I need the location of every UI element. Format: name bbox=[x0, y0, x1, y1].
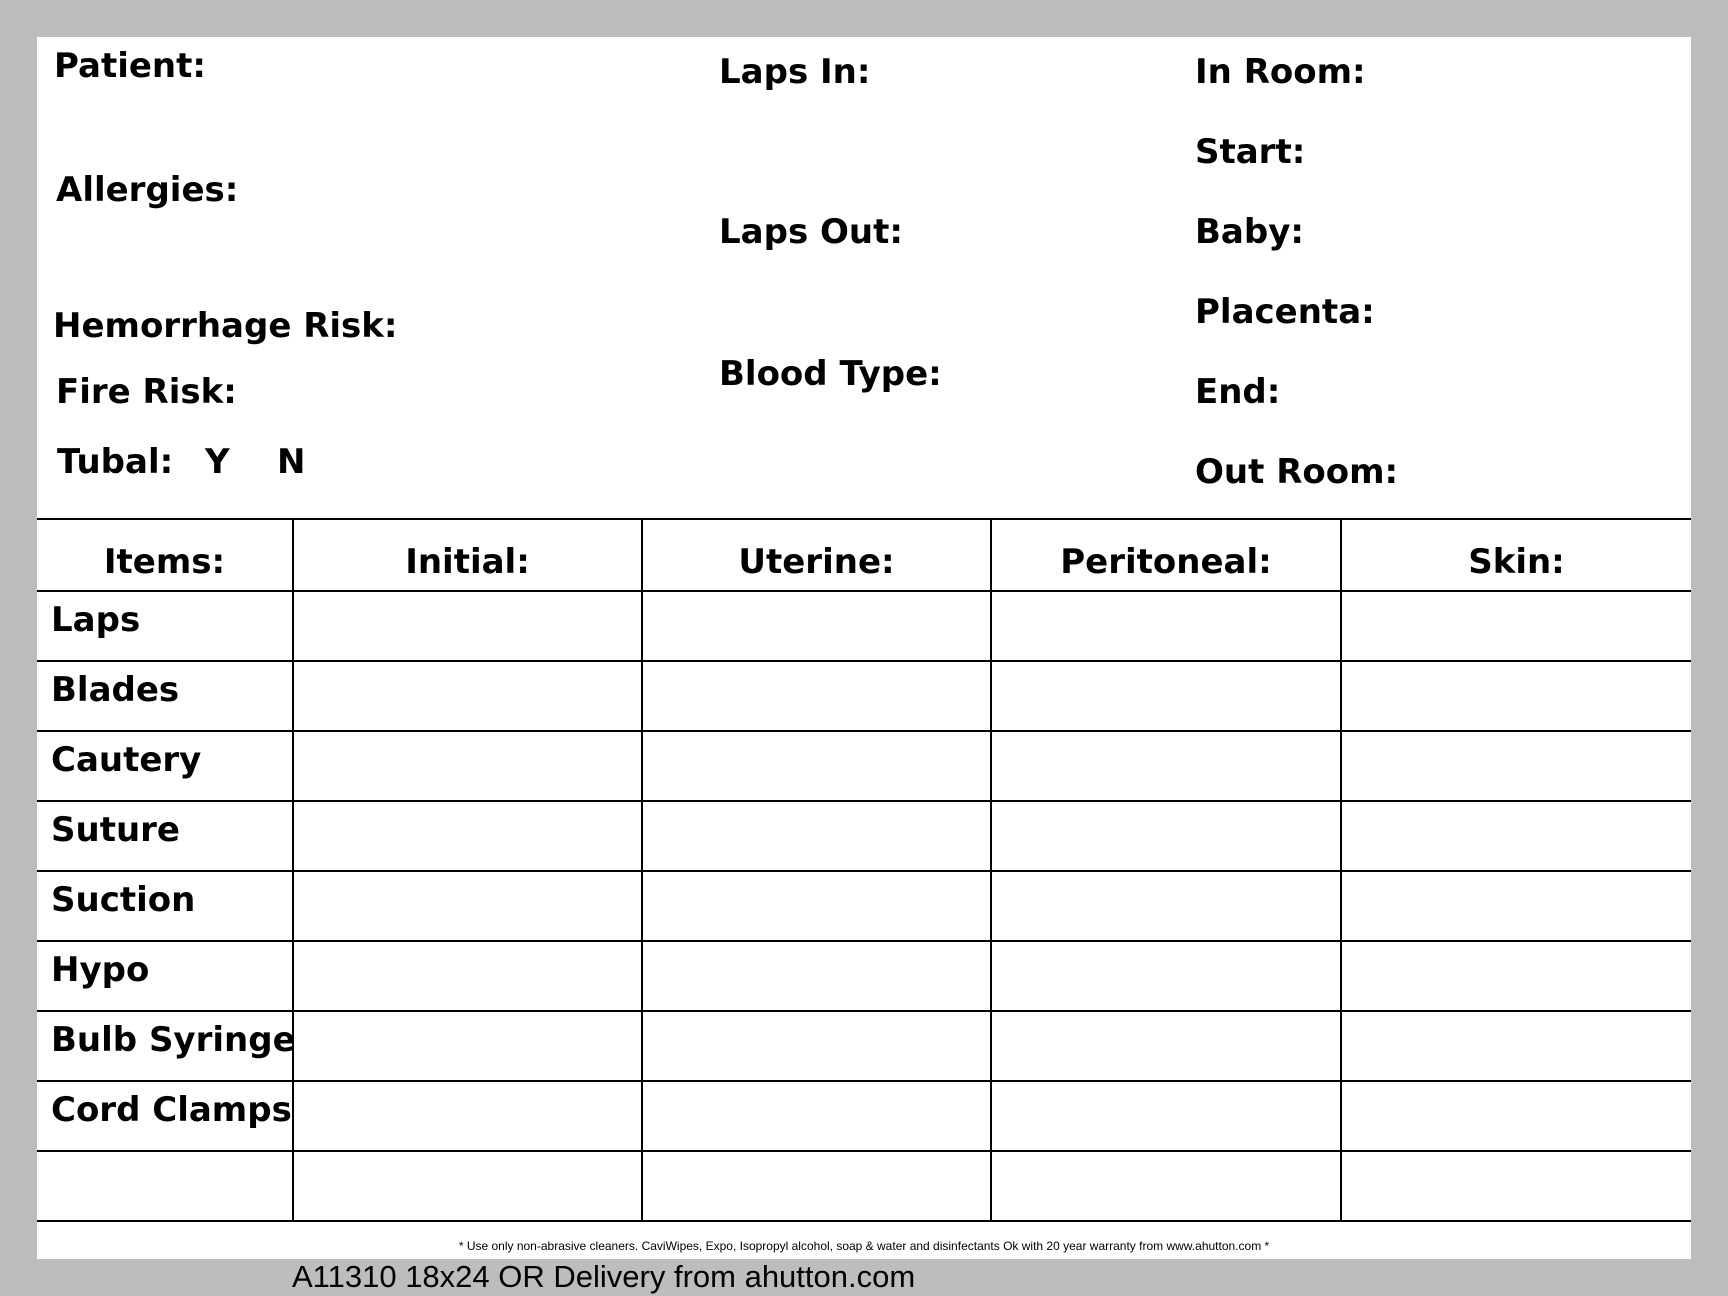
item-label: Suction bbox=[37, 871, 293, 941]
laps-out-label: Laps Out: bbox=[719, 212, 903, 252]
count-cell-uterine[interactable] bbox=[642, 801, 991, 871]
count-cell-uterine[interactable] bbox=[642, 731, 991, 801]
count-cell-initial[interactable] bbox=[293, 731, 642, 801]
table-row bbox=[37, 731, 1691, 801]
count-cell-uterine[interactable] bbox=[642, 1151, 991, 1221]
allergies-label: Allergies: bbox=[56, 170, 239, 210]
table-header-row bbox=[37, 519, 1691, 591]
count-cell-peritoneal[interactable] bbox=[991, 871, 1341, 941]
tubal-label: Tubal: bbox=[57, 442, 174, 482]
item-label: Cautery bbox=[37, 731, 293, 801]
patient-label: Patient: bbox=[54, 46, 206, 86]
count-cell-peritoneal[interactable] bbox=[991, 591, 1341, 661]
whiteboard bbox=[37, 37, 1691, 1259]
in-room-label: In Room: bbox=[1195, 52, 1366, 92]
table-row bbox=[37, 661, 1691, 731]
start-label: Start: bbox=[1195, 132, 1306, 172]
count-cell-skin[interactable] bbox=[1341, 871, 1691, 941]
fire-risk-label: Fire Risk: bbox=[56, 372, 237, 412]
count-cell-uterine[interactable] bbox=[642, 591, 991, 661]
count-cell-uterine[interactable] bbox=[642, 871, 991, 941]
item-label: Suture bbox=[37, 801, 293, 871]
out-room-label: Out Room: bbox=[1195, 452, 1399, 492]
item-label-blank[interactable] bbox=[37, 1151, 293, 1221]
item-label: Cord Clamps bbox=[37, 1081, 293, 1151]
count-cell-uterine[interactable] bbox=[642, 941, 991, 1011]
baby-label: Baby: bbox=[1195, 212, 1304, 252]
count-cell-initial[interactable] bbox=[293, 1151, 642, 1221]
item-label: Laps bbox=[37, 591, 293, 661]
table-row bbox=[37, 941, 1691, 1011]
count-cell-skin[interactable] bbox=[1341, 731, 1691, 801]
count-cell-skin[interactable] bbox=[1341, 801, 1691, 871]
blood-type-label: Blood Type: bbox=[719, 354, 942, 394]
column-header-initial: Initial: bbox=[293, 519, 642, 591]
count-cell-uterine[interactable] bbox=[642, 1081, 991, 1151]
count-cell-skin[interactable] bbox=[1341, 1081, 1691, 1151]
count-cell-peritoneal[interactable] bbox=[991, 661, 1341, 731]
count-cell-initial[interactable] bbox=[293, 1081, 642, 1151]
item-label: Blades bbox=[37, 661, 293, 731]
column-header-skin: Skin: bbox=[1341, 519, 1691, 591]
count-cell-skin[interactable] bbox=[1341, 1151, 1691, 1221]
table-row bbox=[37, 1081, 1691, 1151]
laps-in-label: Laps In: bbox=[719, 52, 871, 92]
count-cell-initial[interactable] bbox=[293, 661, 642, 731]
placenta-label: Placenta: bbox=[1195, 292, 1375, 332]
hemorrhage-risk-label: Hemorrhage Risk: bbox=[53, 306, 398, 346]
column-header-uterine: Uterine: bbox=[642, 519, 991, 591]
column-header-peritoneal: Peritoneal: bbox=[991, 519, 1341, 591]
count-cell-peritoneal[interactable] bbox=[991, 801, 1341, 871]
count-cell-initial[interactable] bbox=[293, 801, 642, 871]
count-cell-peritoneal[interactable] bbox=[991, 1081, 1341, 1151]
tubal-yes-option[interactable]: Y bbox=[205, 442, 230, 482]
count-cell-skin[interactable] bbox=[1341, 1011, 1691, 1081]
tubal-no-option[interactable]: N bbox=[277, 442, 306, 482]
count-cell-skin[interactable] bbox=[1341, 591, 1691, 661]
count-cell-peritoneal[interactable] bbox=[991, 731, 1341, 801]
count-cell-skin[interactable] bbox=[1341, 941, 1691, 1011]
table-row bbox=[37, 591, 1691, 661]
count-cell-uterine[interactable] bbox=[642, 661, 991, 731]
count-cell-initial[interactable] bbox=[293, 1011, 642, 1081]
table-row bbox=[37, 801, 1691, 871]
count-cell-initial[interactable] bbox=[293, 941, 642, 1011]
table-row bbox=[37, 1011, 1691, 1081]
cleaning-disclaimer: * Use only non-abrasive cleaners. CaviWipes, Expo, Isopropyl alcohol, soap & water and disinfectants Ok with 20 year warranty from www.ahutton.com * bbox=[458, 1239, 1270, 1253]
count-cell-skin[interactable] bbox=[1341, 661, 1691, 731]
end-label: End: bbox=[1195, 372, 1281, 412]
count-cell-initial[interactable] bbox=[293, 591, 642, 661]
product-footer: A11310 18x24 OR Delivery from ahutton.com bbox=[292, 1259, 916, 1294]
count-cell-uterine[interactable] bbox=[642, 1011, 991, 1081]
item-label: Hypo bbox=[37, 941, 293, 1011]
count-cell-initial[interactable] bbox=[293, 871, 642, 941]
count-cell-peritoneal[interactable] bbox=[991, 941, 1341, 1011]
table-row bbox=[37, 871, 1691, 941]
table-row bbox=[37, 1151, 1691, 1221]
count-table bbox=[37, 518, 1691, 1222]
count-cell-peritoneal[interactable] bbox=[991, 1011, 1341, 1081]
item-label: Bulb Syringe bbox=[37, 1011, 293, 1081]
column-header-items: Items: bbox=[37, 519, 293, 591]
count-cell-peritoneal[interactable] bbox=[991, 1151, 1341, 1221]
